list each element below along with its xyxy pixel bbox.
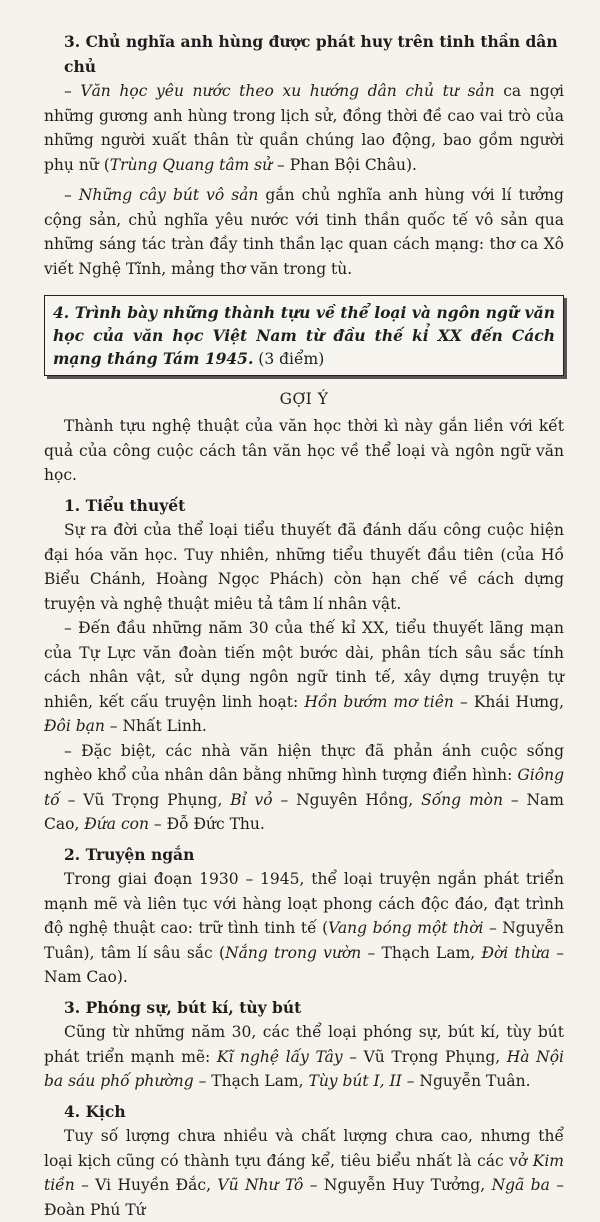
- body-text: Tuy số lượng chưa nhiều và chất lượng chưa cao, nhưng thể loại kịch cũng có thành tựu đáng kể, tiêu biểu nhất là các vở: [44, 1127, 564, 1170]
- question-score: (3 điểm): [253, 350, 325, 368]
- dash: –: [64, 186, 79, 204]
- body-text: Cũng từ những năm 30, các thể loại phóng sự, bút kí, tùy bút phát triển mạnh mẽ:: [44, 1023, 564, 1066]
- body-text: – Đến đầu những năm 30 của thế kỉ XX, tiểu thuyết lãng mạn của Tự Lực văn đoàn tiến một bước dài, phân tích sâu sắc tính cách nhân vật, sử dụng ngôn ngữ tinh tế, xây dựng truyện tự nhiên, kết cấu truyện linh hoạt:: [44, 619, 564, 711]
- body-text: – Nguyễn Tuân), tâm lí sâu sắc (: [44, 919, 564, 962]
- body-text: – Thạch Lam,: [361, 943, 482, 962]
- body-text: ca ngợi những gương anh hùng trong lịch sử, đồng thời đề cao vai trò của những người xuất thân từ quần chúng lao động, bao gồm người phụ nữ (: [44, 82, 564, 174]
- body-text: – Nam Cao,: [44, 790, 564, 833]
- question-text: [53, 301, 555, 371]
- short-story-paragraph: [44, 867, 564, 990]
- work-title: Hà Nội ba sáu phố phường: [44, 1047, 564, 1090]
- body-text: – Vũ Trọng Phụng,: [59, 790, 231, 809]
- drama-paragraph: [44, 1124, 564, 1222]
- dash: –: [64, 82, 81, 100]
- work-title: Tùy bút I, II: [308, 1072, 402, 1090]
- body-text: – Nguyên Hồng,: [272, 790, 422, 809]
- question-box: [44, 295, 564, 376]
- work-title: Nắng trong vườn: [225, 943, 362, 962]
- body-text: – Nguyễn Huy Tưởng,: [303, 1176, 492, 1194]
- section-heading-drama: 4. Kịch: [64, 1101, 126, 1121]
- hint-heading: GỢI Ý: [279, 390, 329, 408]
- body-text: gắn chủ nghĩa anh hùng với lí tưởng cộng sản, chủ nghĩa yêu nước với tinh thần quốc tế vô sản qua những sáng tác tràn đầy tinh thần lạc quan cách mạng: thơ ca Xô viết Nghệ Tĩnh, mảng thơ văn trong tù.: [44, 186, 564, 278]
- novel-paragraph-2: [44, 616, 564, 739]
- emphasis-text: Những cây bút vô sản: [78, 186, 259, 204]
- work-title: Bỉ vỏ: [230, 790, 273, 809]
- intro-paragraph: Thành tựu nghệ thuật của văn học thời kì này gắn liền với kết quả của công cuộc cách tân văn học về thể loại và ngôn ngữ văn học.: [44, 417, 564, 484]
- body-text: – Nam Cao).: [44, 943, 565, 986]
- body-text: – Đặc biệt, các nhà văn hiện thực đã phản ánh cuộc sống nghèo khổ của nhân dân bằng những hình tượng điển hình:: [44, 741, 564, 784]
- work-title: Hồn bướm mơ tiên: [304, 692, 454, 711]
- body-text: – Đỗ Đức Thu.: [148, 815, 265, 833]
- body-text: – Nhất Linh.: [104, 717, 207, 735]
- work-title: Đứa con: [84, 815, 149, 833]
- body-text: – Vũ Trọng Phụng,: [342, 1047, 507, 1066]
- question-prompt: 4. Trình bày những thành tựu về thể loại và ngôn ngữ văn học của văn học Việt Nam từ đầu thế kỉ XX đến Cách mạng tháng Tám 1945.: [53, 303, 555, 368]
- body-text: – Phan Bội Châu).: [272, 155, 417, 174]
- novel-paragraph-3: [44, 739, 564, 837]
- work-title: Trùng Quang tâm sử: [109, 155, 273, 174]
- body-text: – Nguyễn Tuân.: [401, 1072, 531, 1090]
- body-text: Trong giai đoạn 1930 – 1945, thể loại truyện ngắn phát triển mạnh mẽ và liên tục với hàng loạt phong cách độc đáo, đạt trình độ nghệ thuật cao: trữ tình tinh tế (: [44, 870, 564, 937]
- work-title: Kim tiền: [44, 1151, 564, 1194]
- section-heading-novel: 1. Tiểu thuyết: [64, 495, 186, 515]
- work-title: Vũ Như Tô: [217, 1176, 304, 1194]
- work-title: Vang bóng một thời: [328, 919, 484, 937]
- work-title: Ngã ba: [491, 1176, 550, 1194]
- section-heading-reportage: 3. Phóng sự, bút kí, tùy bút: [64, 997, 302, 1017]
- body-text: – Khái Hưng,: [453, 692, 565, 711]
- work-title: Đời thừa: [481, 943, 550, 962]
- emphasis-text: Văn học yêu nước theo xu hướng dân chủ tư sản: [80, 82, 495, 100]
- body-text: – Vi Huyền Đắc,: [74, 1176, 218, 1194]
- reportage-paragraph: [44, 1020, 564, 1094]
- body-text: – Đoàn Phú Tứ: [44, 1176, 564, 1219]
- work-title: Đôi bạn: [44, 717, 105, 735]
- section-heading-heroism: 3. Chủ nghĩa anh hùng được phát huy trên tinh thần dân chủ: [64, 32, 558, 76]
- work-title: Kĩ nghệ lấy Tây: [216, 1047, 343, 1066]
- work-title: Sống mòn: [421, 790, 503, 809]
- paragraph-bourgeois-literature: [44, 79, 564, 177]
- paragraph-proletarian-writers: [44, 183, 564, 281]
- work-title: Giông tố: [44, 766, 564, 809]
- body-text: – Thạch Lam,: [193, 1072, 309, 1090]
- novel-paragraph-1: Sự ra đời của thể loại tiểu thuyết đã đánh dấu công cuộc hiện đại hóa văn học. Tuy nhiên, những tiểu thuyết đầu tiên (của Hồ Biểu Chánh, Hoàng Ngọc Phách) còn hạn chế về cách dựng truyện và nghệ thuật miêu tả tâm lí nhân vật.: [44, 521, 564, 613]
- section-heading-short-story: 2. Truyện ngắn: [64, 844, 195, 864]
